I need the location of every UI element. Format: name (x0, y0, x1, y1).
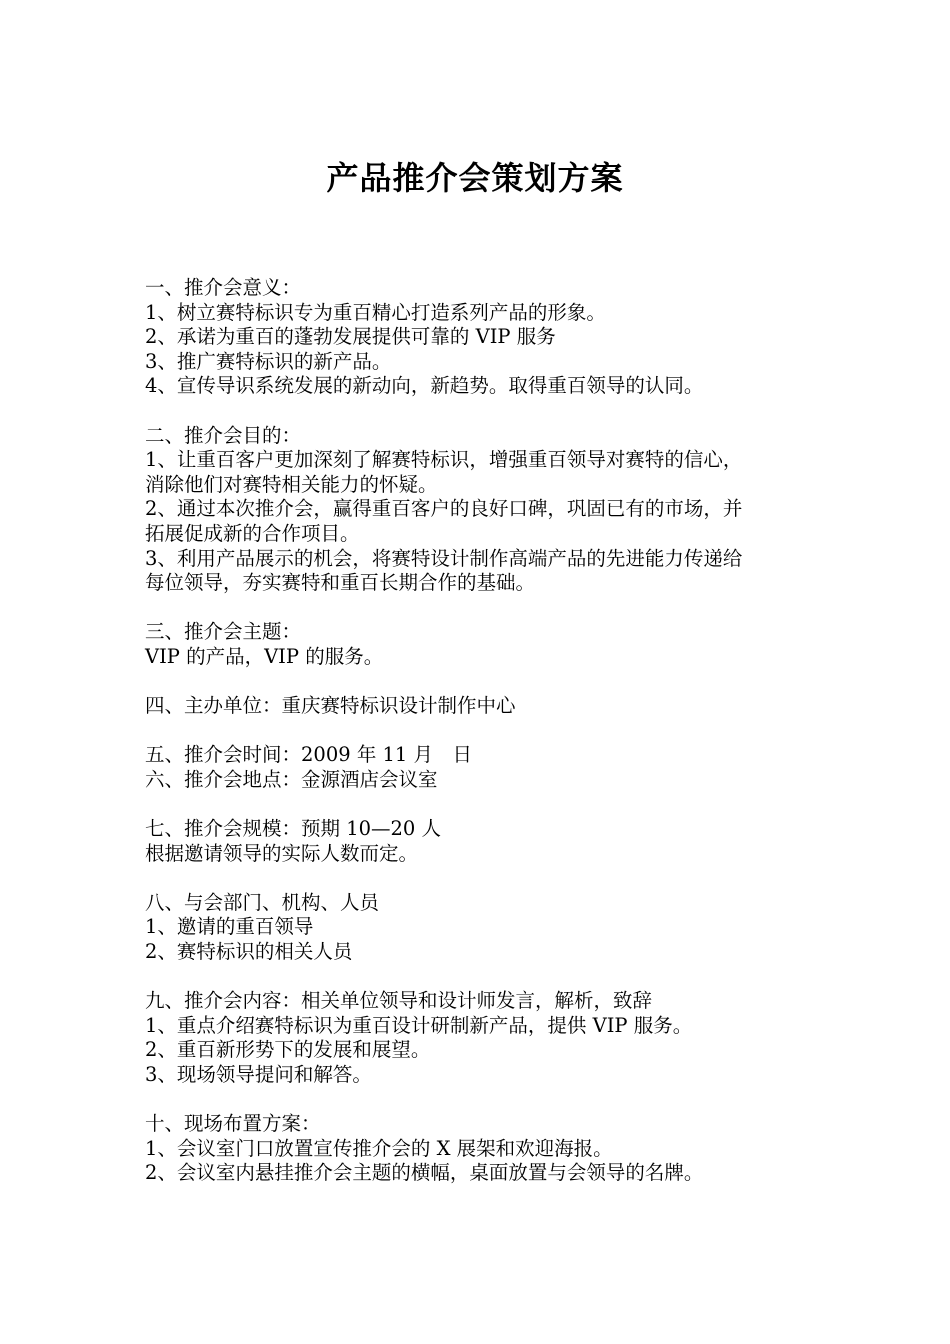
blank-line (145, 596, 815, 621)
section-line: 1、树立赛特标识专为重百精心打造系列产品的形象。 (145, 300, 606, 324)
blank-line (145, 670, 815, 695)
section-line: 2、承诺为重百的蓬勃发展提供可靠的 VIP 服务 (145, 325, 556, 349)
section-scale (145, 817, 815, 866)
document-body (145, 276, 815, 1186)
blank-line (145, 399, 815, 424)
section-content (145, 989, 815, 1087)
section-line: 每位领导，夯实赛特和重百长期合作的基础。 (145, 571, 536, 595)
section-heading: 一、推介会意义： (145, 276, 302, 299)
section-line: 2、重百新形势下的发展和展望。 (145, 1038, 431, 1062)
section-line: 根据邀请领导的实际人数而定。 (145, 841, 419, 865)
section-line: 3、推广赛特标识的新产品。 (145, 349, 392, 373)
section-line: 2、会议室内悬挂推介会主题的横幅，桌面放置与会领导的名牌。 (145, 1161, 704, 1185)
section-line: 六、推介会地点：金源酒店会议室 (145, 767, 438, 791)
blank-line (145, 719, 815, 744)
section-heading: 七、推介会规模：预期 10—20 人 (145, 817, 442, 841)
section-line: 1、会议室门口放置宣传推介会的 X 展架和欢迎海报。 (145, 1136, 613, 1160)
section-heading: 五、推介会时间：2009 年 11 月 日 (145, 743, 473, 767)
section-heading: 三、推介会主题： (145, 620, 302, 644)
section-heading: 九、推介会内容：相关单位领导和设计师发言，解析，致辞 (145, 989, 653, 1013)
section-line: 3、利用产品展示的机会，将赛特设计制作高端产品的先进能力传递给 (145, 546, 743, 570)
section-heading: 十、现场布置方案： (145, 1112, 321, 1136)
blank-line (145, 866, 815, 891)
section-heading: 二、推介会目的： (145, 423, 302, 447)
section-line: 2、通过本次推介会，赢得重百客户的良好口碑，巩固已有的市场，并 (145, 497, 743, 521)
blank-line (145, 965, 815, 990)
section-line: 消除他们对赛特相关能力的怀疑。 (145, 472, 438, 496)
blank-line (145, 1088, 815, 1113)
section-line: 2、赛特标识的相关人员 (145, 940, 353, 964)
section-line: 4、宣传导识系统发展的新动向，新趋势。取得重百领导的认同。 (145, 374, 704, 398)
section-attendees (145, 891, 815, 965)
section-organizer (145, 694, 815, 719)
blank-line (145, 792, 815, 817)
section-theme (145, 620, 815, 669)
section-line: VIP 的产品，VIP 的服务。 (145, 644, 384, 668)
section-heading: 八、与会部门、机构、人员 (145, 890, 380, 914)
section-purpose (145, 424, 815, 596)
section-line: 拓展促成新的合作项目。 (145, 521, 360, 545)
section-time-location (145, 743, 815, 792)
section-heading: 四、主办单位：重庆赛特标识设计制作中心 (145, 694, 516, 718)
section-line: 1、让重百客户更加深刻了解赛特标识，增强重百领导对赛特的信心， (145, 448, 743, 472)
document-title: 产品推介会策划方案 (326, 159, 624, 197)
section-line: 1、邀请的重百领导 (145, 915, 314, 939)
section-layout-plan (145, 1112, 815, 1186)
section-meaning (145, 276, 815, 399)
section-line: 3、现场领导提问和解答。 (145, 1063, 372, 1086)
section-line: 1、重点介绍赛特标识为重百设计研制新产品，提供 VIP 服务。 (145, 1013, 693, 1037)
